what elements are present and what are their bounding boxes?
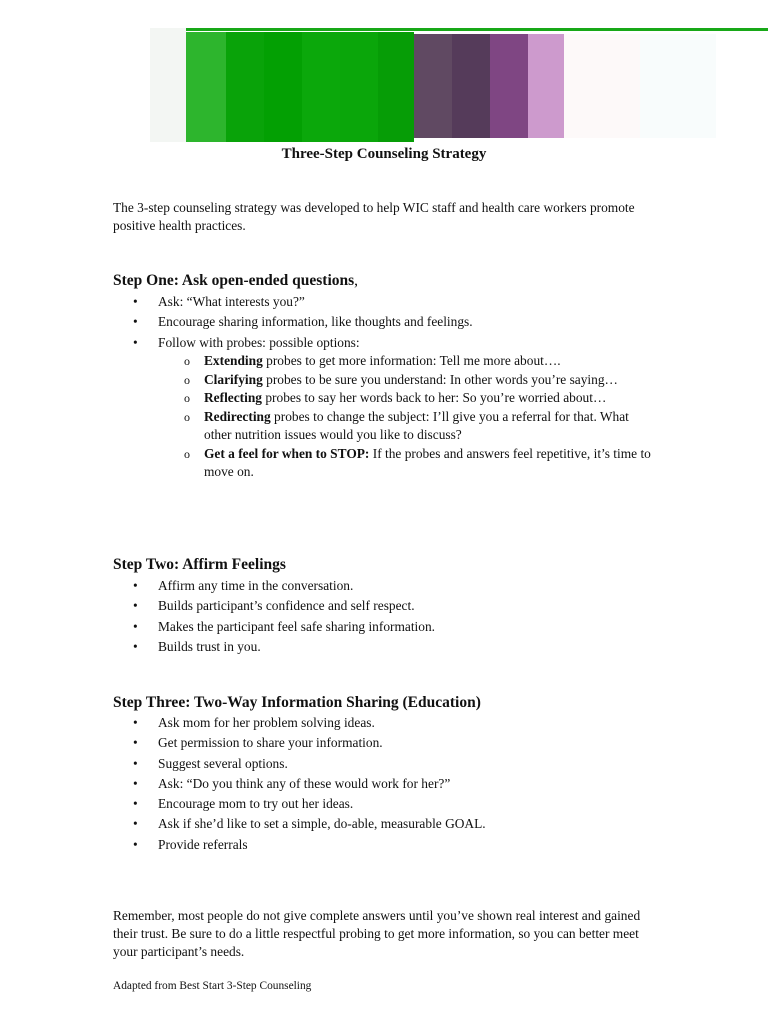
list-item	[113, 733, 486, 753]
banner-block	[490, 34, 528, 138]
bullet-symbol: •	[133, 816, 138, 832]
bullet-symbol: •	[133, 796, 138, 812]
bullet-symbol: •	[133, 334, 138, 350]
intro-paragraph: The 3-step counseling strategy was developed to help WIC staff and health care workers promote positive health practices.	[113, 200, 635, 233]
probe-text: probes to say her words back to her: So you’re worried about…	[262, 390, 607, 405]
probe-type: Extending	[204, 353, 263, 368]
banner-block	[528, 34, 564, 138]
list-item	[113, 774, 486, 794]
probe-list	[184, 352, 654, 482]
step-one-heading	[113, 272, 358, 290]
bullet-symbol: •	[133, 836, 138, 852]
banner-block	[340, 32, 378, 142]
list-item-text: Get permission to share your information.	[158, 735, 383, 751]
banner-block	[716, 34, 768, 138]
banner-block	[378, 32, 414, 142]
bullet-symbol: •	[133, 598, 138, 614]
banner-top-rule	[186, 28, 768, 31]
list-item-text: Follow with probes: possible options:	[158, 334, 360, 350]
list-item-text: Builds participant’s confidence and self respect.	[158, 598, 415, 614]
probe-type: Reflecting	[204, 390, 263, 405]
sub-bullet-symbol: o	[184, 391, 190, 405]
list-item-text: Ask mom for her problem solving ideas.	[158, 715, 375, 730]
bullet-symbol: •	[133, 735, 138, 751]
sub-bullet-symbol: o	[184, 354, 190, 368]
sub-bullet-symbol: o	[184, 372, 190, 387]
probe-type: Get a feel for when to STOP:	[204, 445, 370, 461]
source-footnote: Adapted from Best Start 3-Step Counseling	[113, 980, 312, 992]
probe-text: If the probes and answers feel repetitive, it’s time to move on.	[204, 445, 651, 479]
list-item-text: Provide referrals	[158, 836, 248, 852]
banner-block	[452, 34, 490, 138]
document-title: Three-Step Counseling Strategy	[281, 146, 487, 162]
list-item	[113, 576, 435, 596]
banner-block	[264, 32, 302, 142]
probe-type: Redirecting	[204, 408, 271, 424]
bullet-symbol: •	[133, 775, 138, 791]
list-item-text: Encourage sharing information, like thoughts and feelings.	[158, 314, 473, 330]
list-item	[113, 333, 473, 353]
list-item	[113, 713, 486, 733]
list-item	[113, 617, 435, 637]
probe-item	[184, 408, 654, 445]
step-two-heading: Step Two: Affirm Feelings	[113, 556, 286, 573]
list-item-text: Ask if she’d like to set a simple, do-able, measurable GOAL.	[158, 816, 486, 832]
bullet-symbol: •	[133, 294, 138, 309]
list-item	[113, 835, 486, 855]
probe-item	[184, 352, 654, 371]
banner-block	[640, 34, 716, 138]
bullet-symbol: •	[133, 755, 138, 771]
list-item	[113, 794, 486, 814]
list-item	[113, 292, 473, 312]
bullet-symbol: •	[133, 314, 138, 330]
step-two-list	[113, 576, 435, 657]
header-banner	[150, 28, 768, 142]
list-item	[113, 814, 486, 834]
probe-item	[184, 389, 654, 408]
sub-bullet-symbol: o	[184, 409, 190, 424]
banner-block	[302, 32, 340, 142]
list-item-text: Affirm any time in the conversation.	[158, 578, 354, 593]
step-three-list	[113, 713, 486, 855]
probe-text: probes to be sure you understand: In other words you’re saying…	[262, 371, 618, 387]
banner-block	[186, 32, 226, 142]
probe-text: probes to change the subject: I’ll give you a referral for that. What other nutrition issues would you like to discuss?	[204, 408, 629, 442]
step-three-heading: Step Three: Two-Way Information Sharing (Education)	[113, 694, 481, 711]
probe-item	[184, 371, 654, 390]
banner-block	[414, 34, 452, 138]
list-item	[113, 312, 473, 332]
list-item-text: Ask: “Do you think any of these would work for her?”	[158, 775, 451, 791]
list-item-text: Ask: “What interests you?”	[158, 294, 305, 309]
bullet-symbol: •	[133, 715, 138, 730]
list-item-text: Makes the participant feel safe sharing information.	[158, 618, 436, 634]
list-item	[113, 596, 435, 616]
closing-paragraph: Remember, most people do not give complete answers until you’ve shown real interest and gained their trust. Be sure to do a little respectful probing to get more information, so you can better meet your participant’s needs.	[113, 908, 641, 959]
probe-text: probes to get more information: Tell me more about….	[262, 353, 561, 368]
banner-block	[564, 34, 640, 138]
step-one-heading-text: Step One: Ask open-ended questions	[113, 272, 355, 289]
step-one-heading-suffix: ,	[354, 272, 359, 289]
list-item	[113, 754, 486, 774]
list-item-text: Suggest several options.	[158, 755, 288, 771]
bullet-symbol: •	[133, 638, 138, 654]
banner-block	[226, 32, 264, 142]
probe-item	[184, 445, 654, 482]
banner-block	[150, 28, 186, 142]
bullet-symbol: •	[133, 618, 138, 634]
probe-type: Clarifying	[204, 371, 263, 387]
list-item-text: Builds trust in you.	[158, 638, 261, 654]
step-one-list	[113, 292, 473, 353]
list-item	[113, 637, 435, 657]
list-item-text: Encourage mom to try out her ideas.	[158, 796, 354, 812]
sub-bullet-symbol: o	[184, 446, 190, 461]
bullet-symbol: •	[133, 578, 138, 593]
